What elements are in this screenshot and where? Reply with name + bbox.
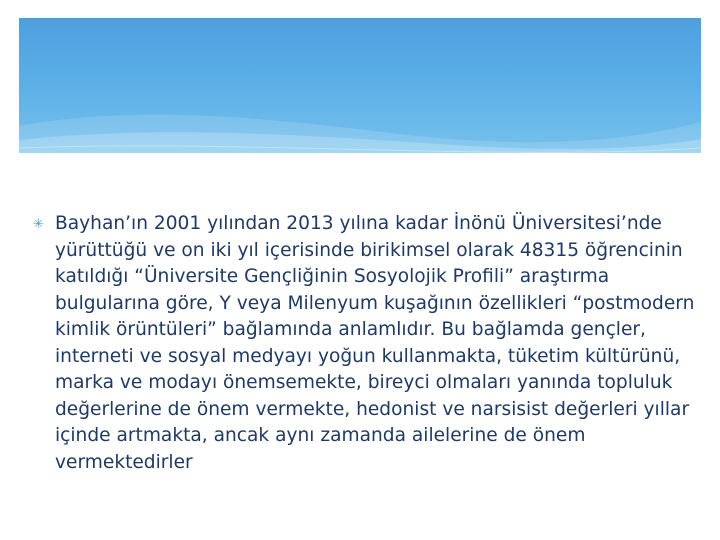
bullet-text: Bayhan’ın 2001 yılından 2013 yılına kadar İnönü Üniversitesi’nde yürüttüğü ve on iki yıl içerisinde birikimsel olarak 48315 öğrencinin katıldığı “Üniversite Gençliğinin Sosyolojik Profili” araştırma bulgularına göre, Y veya Milenyum kuşağının özellikleri “postmodern kimlik örüntüleri” bağlamında anlamlıdır. Bu bağlamda gençler, interneti ve sosyal medyayı yoğun kullanmakta, tüketim kültürünü, marka ve modayı önemsemekte, bireyci olmaları yanında topluluk değerlerine de önem vermekte, hedonist ve narsisist değerleri yıllar içinde artmakta, ancak aynı zamanda ailelerine de önem vermektedirler	[55, 213, 695, 473]
wave-decoration	[19, 18, 701, 153]
header-band	[19, 18, 701, 153]
asterisk-bullet-icon: ✳	[33, 217, 44, 232]
bullet-item	[33, 211, 708, 476]
content-area	[33, 211, 708, 476]
